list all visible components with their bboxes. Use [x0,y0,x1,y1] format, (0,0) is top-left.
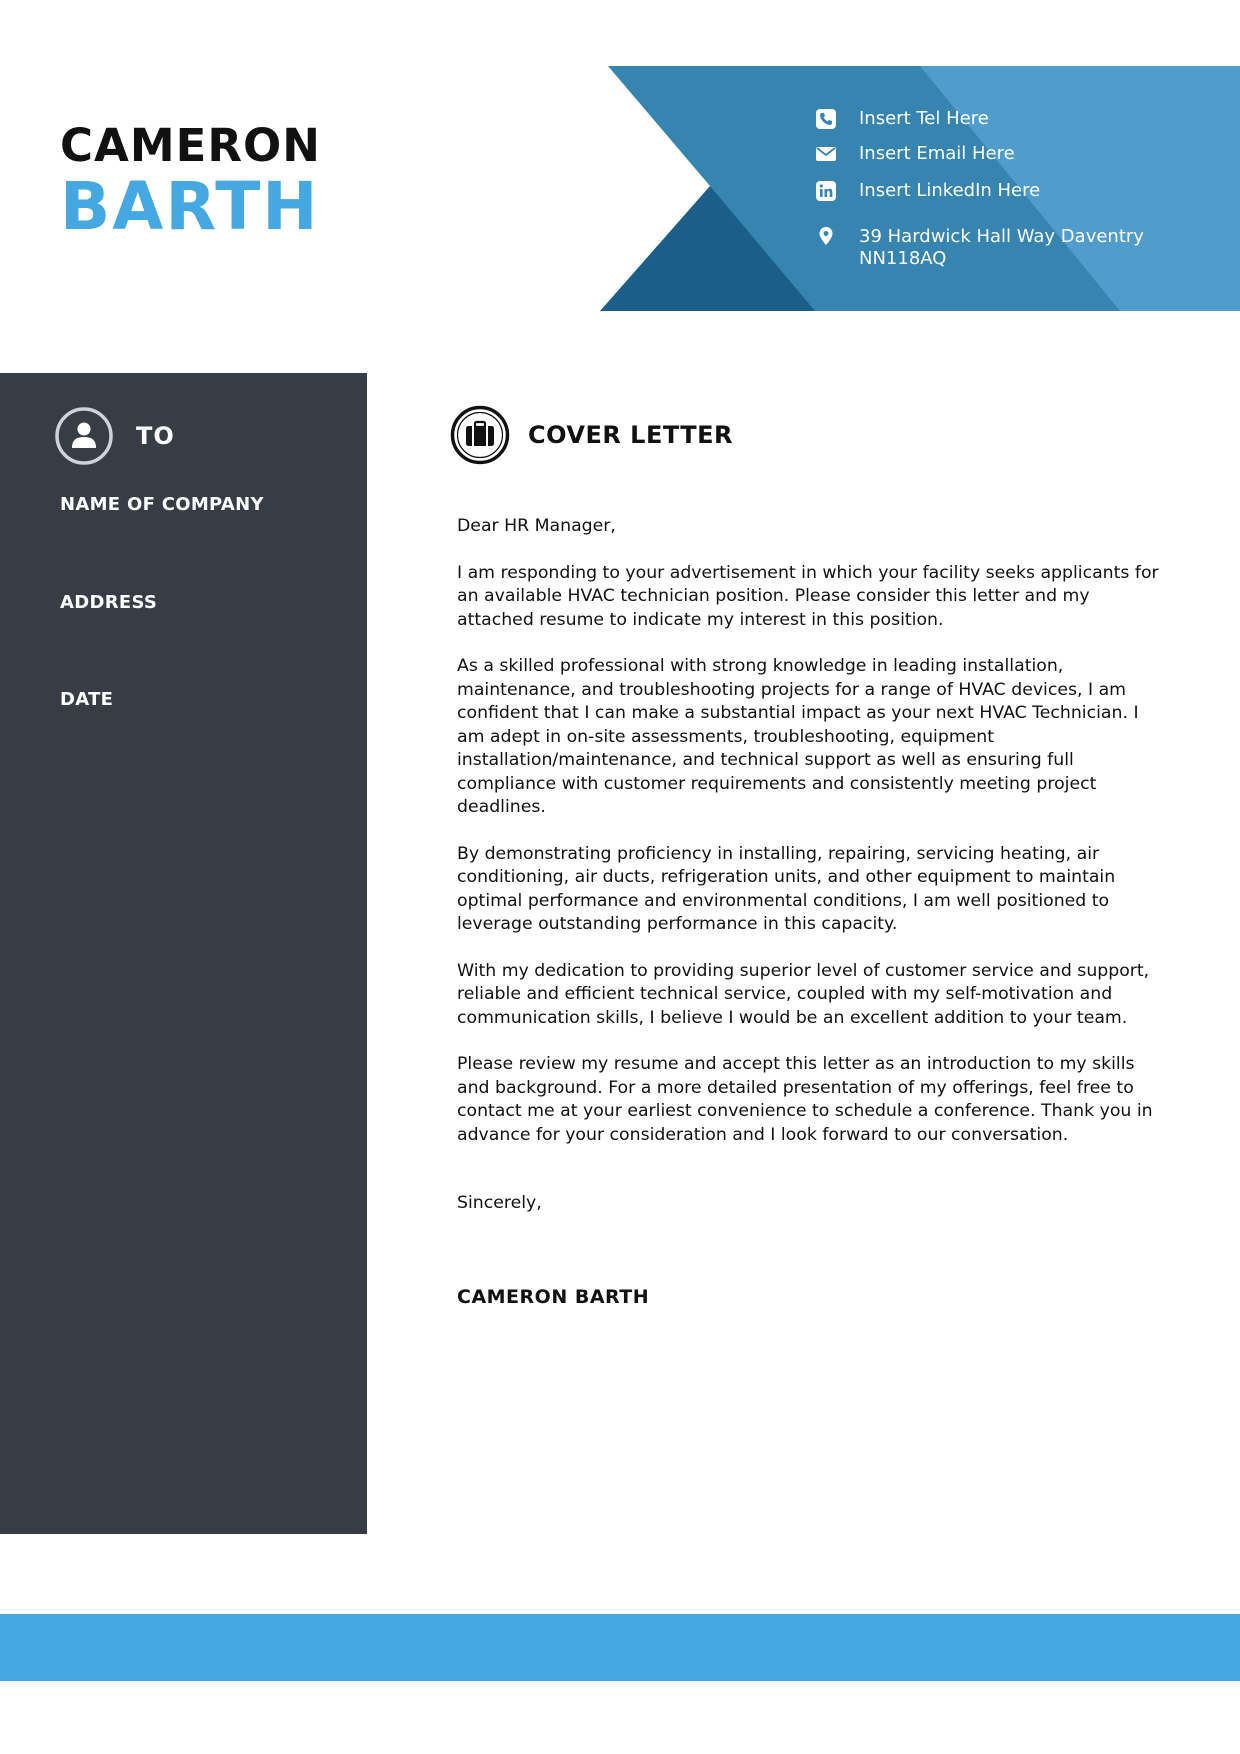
signature: CAMERON BARTH [457,1285,650,1308]
recipient-sidebar [0,373,367,1534]
closing: Sincerely, [457,1193,542,1213]
phone-text: Insert Tel Here [859,108,989,129]
briefcase-icon [450,405,510,465]
paragraph: Please review my resume and accept this letter as an introduction to my skills and background. For a more detailed presentation of my offerings, feel free to contact me at your earliest convenience to schedule a conference. Thank you in advance for your consideration and I look forward to our conversation. [457,1054,1153,1145]
contact-linkedin[interactable] [815,180,1040,202]
paragraph: As a skilled professional with strong knowledge in leading installation, maintenance, and troubleshooting projects for a range of HVAC devices, I am confident that I can make a substantial impact as your next HVAC Technician. I am adept in on-site assessments, troubleshooting, equipment installation/maintenance, and technical support as well as ensuring full compliance with customer requirements and consistently meeting project deadlines. [457,656,1139,817]
address-line-1: 39 Hardwick Hall Way Daventry [859,226,1144,247]
contact-phone[interactable] [815,108,989,130]
cover-letter [450,405,1170,1309]
to-heading [54,406,175,466]
paragraph: By demonstrating proficiency in installing, repairing, servicing heating, air conditioning, air ducts, refrigeration units, and other equipment to maintain optimal performance and environmental conditions, I am well positioned to leverage outstanding performance in this capacity. [457,843,1116,934]
letter-title: COVER LETTER [528,421,734,449]
paragraph: I am responding to your advertisement in which your facility seeks applicants for an available HVAC technician position. Please consider this letter and my attached resume to indicate my interest in this position. [457,562,1159,630]
last-name: BARTH [60,167,320,245]
linkedin-icon [815,180,837,202]
address-field[interactable]: ADDRESS [60,592,158,613]
linkedin-text: Insert LinkedIn Here [859,180,1041,201]
company-name-field[interactable]: NAME OF COMPANY [60,494,264,515]
contact-address [815,226,1144,269]
salutation: Dear HR Manager, [457,516,616,536]
user-icon [54,406,114,466]
email-text: Insert Email Here [859,143,1015,164]
letter-heading [450,405,1170,465]
phone-icon [815,108,837,130]
paragraph: With my dedication to providing superior level of customer service and support, reliable and efficient technical service, coupled with my self-motivation and communication skills, I believe I would be an excellent addition to your team. [457,960,1150,1028]
address-line-2: NN118AQ [859,247,947,269]
first-name: CAMERON [60,119,321,172]
contact-email[interactable] [815,143,1015,165]
location-pin-icon [815,226,837,248]
to-label: TO [136,422,175,450]
letter-body [457,515,1170,1309]
footer-bar [0,1614,1240,1681]
name-block [60,119,321,245]
envelope-icon [815,143,837,165]
date-field[interactable]: DATE [60,689,114,710]
